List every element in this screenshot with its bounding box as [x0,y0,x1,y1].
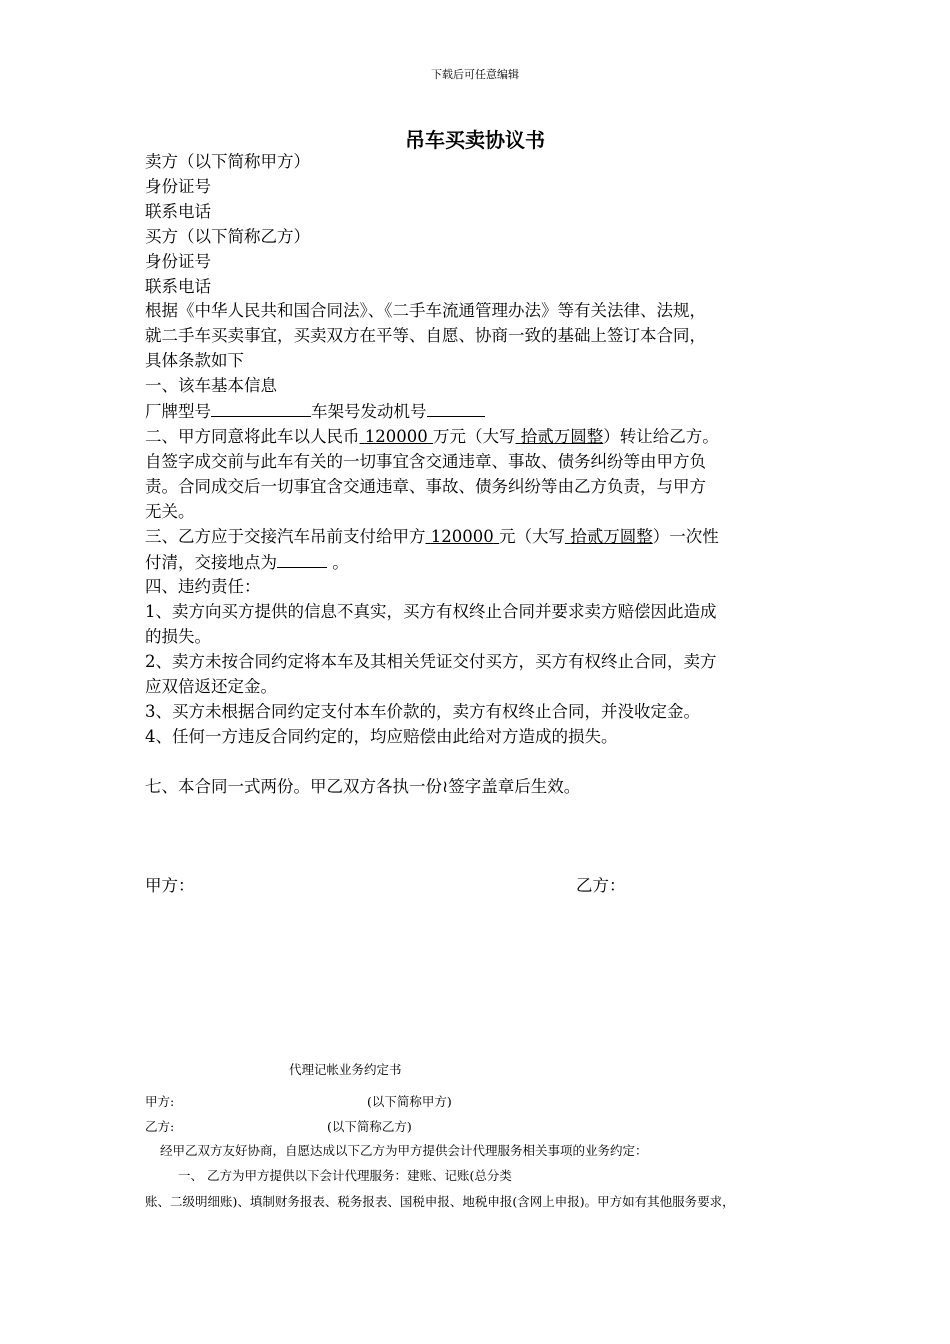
intro-line-1: 根据《中华人民共和国合同法》、《二手车流通管理办法》等有关法律、法规， [145,301,706,321]
section-3-text-c: ）一次性 [652,526,719,546]
handover-location-label: 付清，交接地点为 [145,552,277,572]
second-doc-intro: 经甲乙双方友好协商，自愿达成以下乙方为甲方提供会计代理服务相关事项的业务约定： [160,1143,648,1158]
brand-label: 厂牌型号 [145,402,211,422]
brand-blank [211,399,311,417]
section-4-item-2b: 应双倍返还定金。 [145,677,277,697]
section-2-text-c: ）转让给乙方。 [603,426,719,446]
price-amount [360,427,434,446]
section-4-item-1a: 1、卖方向买方提供的信息不真实，买方有权终止合同并要求卖方赔偿因此造成 [145,602,717,622]
seller-id-line: 身份证号 [145,176,211,196]
party-b-note: (以下简称乙方) [327,1119,412,1134]
frame-engine-blank [427,399,485,417]
signature-party-a: 甲方： [145,876,195,895]
buyer-line: 买方（以下简称乙方） [145,226,310,246]
signature-party-b: 乙方： [576,876,626,895]
buyer-phone-line: 联系电话 [145,276,211,296]
buyer-id-line: 身份证号 [145,251,211,271]
price-amount-cn [516,427,604,446]
section-2-text-b: 万元（大写 [433,426,516,446]
party-a-label: 甲方: [145,1094,175,1109]
price-amount-cn-value: 拾贰万圆整 [520,426,604,446]
section-1-title: 一、该车基本信息 [145,376,277,396]
party-b-label: 乙方: [145,1119,175,1134]
section-2-line-1 [145,425,815,450]
payment-amount-value: 120000 [430,526,494,546]
download-note: 下载后可任意编辑 [431,68,519,81]
payment-amount-cn-value: 拾贰万圆整 [570,526,653,546]
section-3-line-2 [145,550,815,576]
section-4-item-4: 4、任何一方违反合同约定的，均应赔偿由此给对方造成的损失。 [145,726,618,746]
seller-phone-line: 联系电话 [145,201,211,221]
payment-amount [426,527,500,546]
section-3-line-1 [145,525,815,550]
section-4-title: 四、违约责任： [145,577,261,597]
party-a-note: (以下简称甲方) [367,1094,452,1109]
payment-amount-cn [565,527,653,546]
section-7: 七、本合同一式两份。甲乙双方各执一份≀签字盖章后生效。 [145,776,581,796]
seller-line: 卖方（以下简称甲方） [145,152,310,171]
section-4-item-3: 3、买方未根据合同约定支付本车价款的，卖方有权终止合同，并没收定金。 [145,701,700,721]
frame-engine-label: 车架号发动机号 [311,402,427,422]
second-doc-party-b [145,1117,825,1135]
section-2-text-a: 二、甲方同意将此车以人民币 [145,426,360,446]
section-4-item-2a: 2、卖方未按合同约定将本车及其相关凭证交付买方，买方有权终止合同，卖方 [145,652,717,672]
second-doc-party-a [145,1092,825,1110]
intro-line-2: 就二手车买卖事宜，买卖双方在平等、自愿、协商一致的基础上签订本合同， [145,326,706,346]
contract-body [145,150,815,800]
section-2-line-4: 无关。 [145,501,195,521]
second-doc-item-1b: 账、二级明细账)、填制财务报表、税务报表、国税申报、地税申报(含网上申报)。甲方如有其他服务要求， [145,1194,735,1209]
section-3-text-b: 元（大写 [499,526,565,546]
handover-location-end: 。 [332,552,349,572]
second-doc-title: 代理记帐业务约定书 [289,1062,402,1077]
section-2-line-3: 责。合同成交后一切事宜含交通违章、事故、债务纠纷等由乙方负责，与甲方 [145,476,706,496]
section-3-text-a: 三、乙方应于交接汽车吊前支付给甲方 [145,526,426,546]
document-title: 吊车买卖协议书 [405,128,545,152]
section-4-item-1b: 的损失。 [145,627,211,647]
price-amount-value: 120000 [364,426,428,446]
intro-line-3: 具体条款如下 [145,351,244,371]
handover-location-blank [277,550,327,568]
second-doc-item-1a: 一、 乙方为甲方提供以下会计代理服务：建账、记账(总分类 [178,1168,512,1183]
spacer [145,750,815,775]
section-1-vehicle-info [145,399,815,425]
section-2-line-2: 自签字成交前与此车有关的一切事宜含交通违章、事故、债务纠纷等由甲方负 [145,451,706,471]
